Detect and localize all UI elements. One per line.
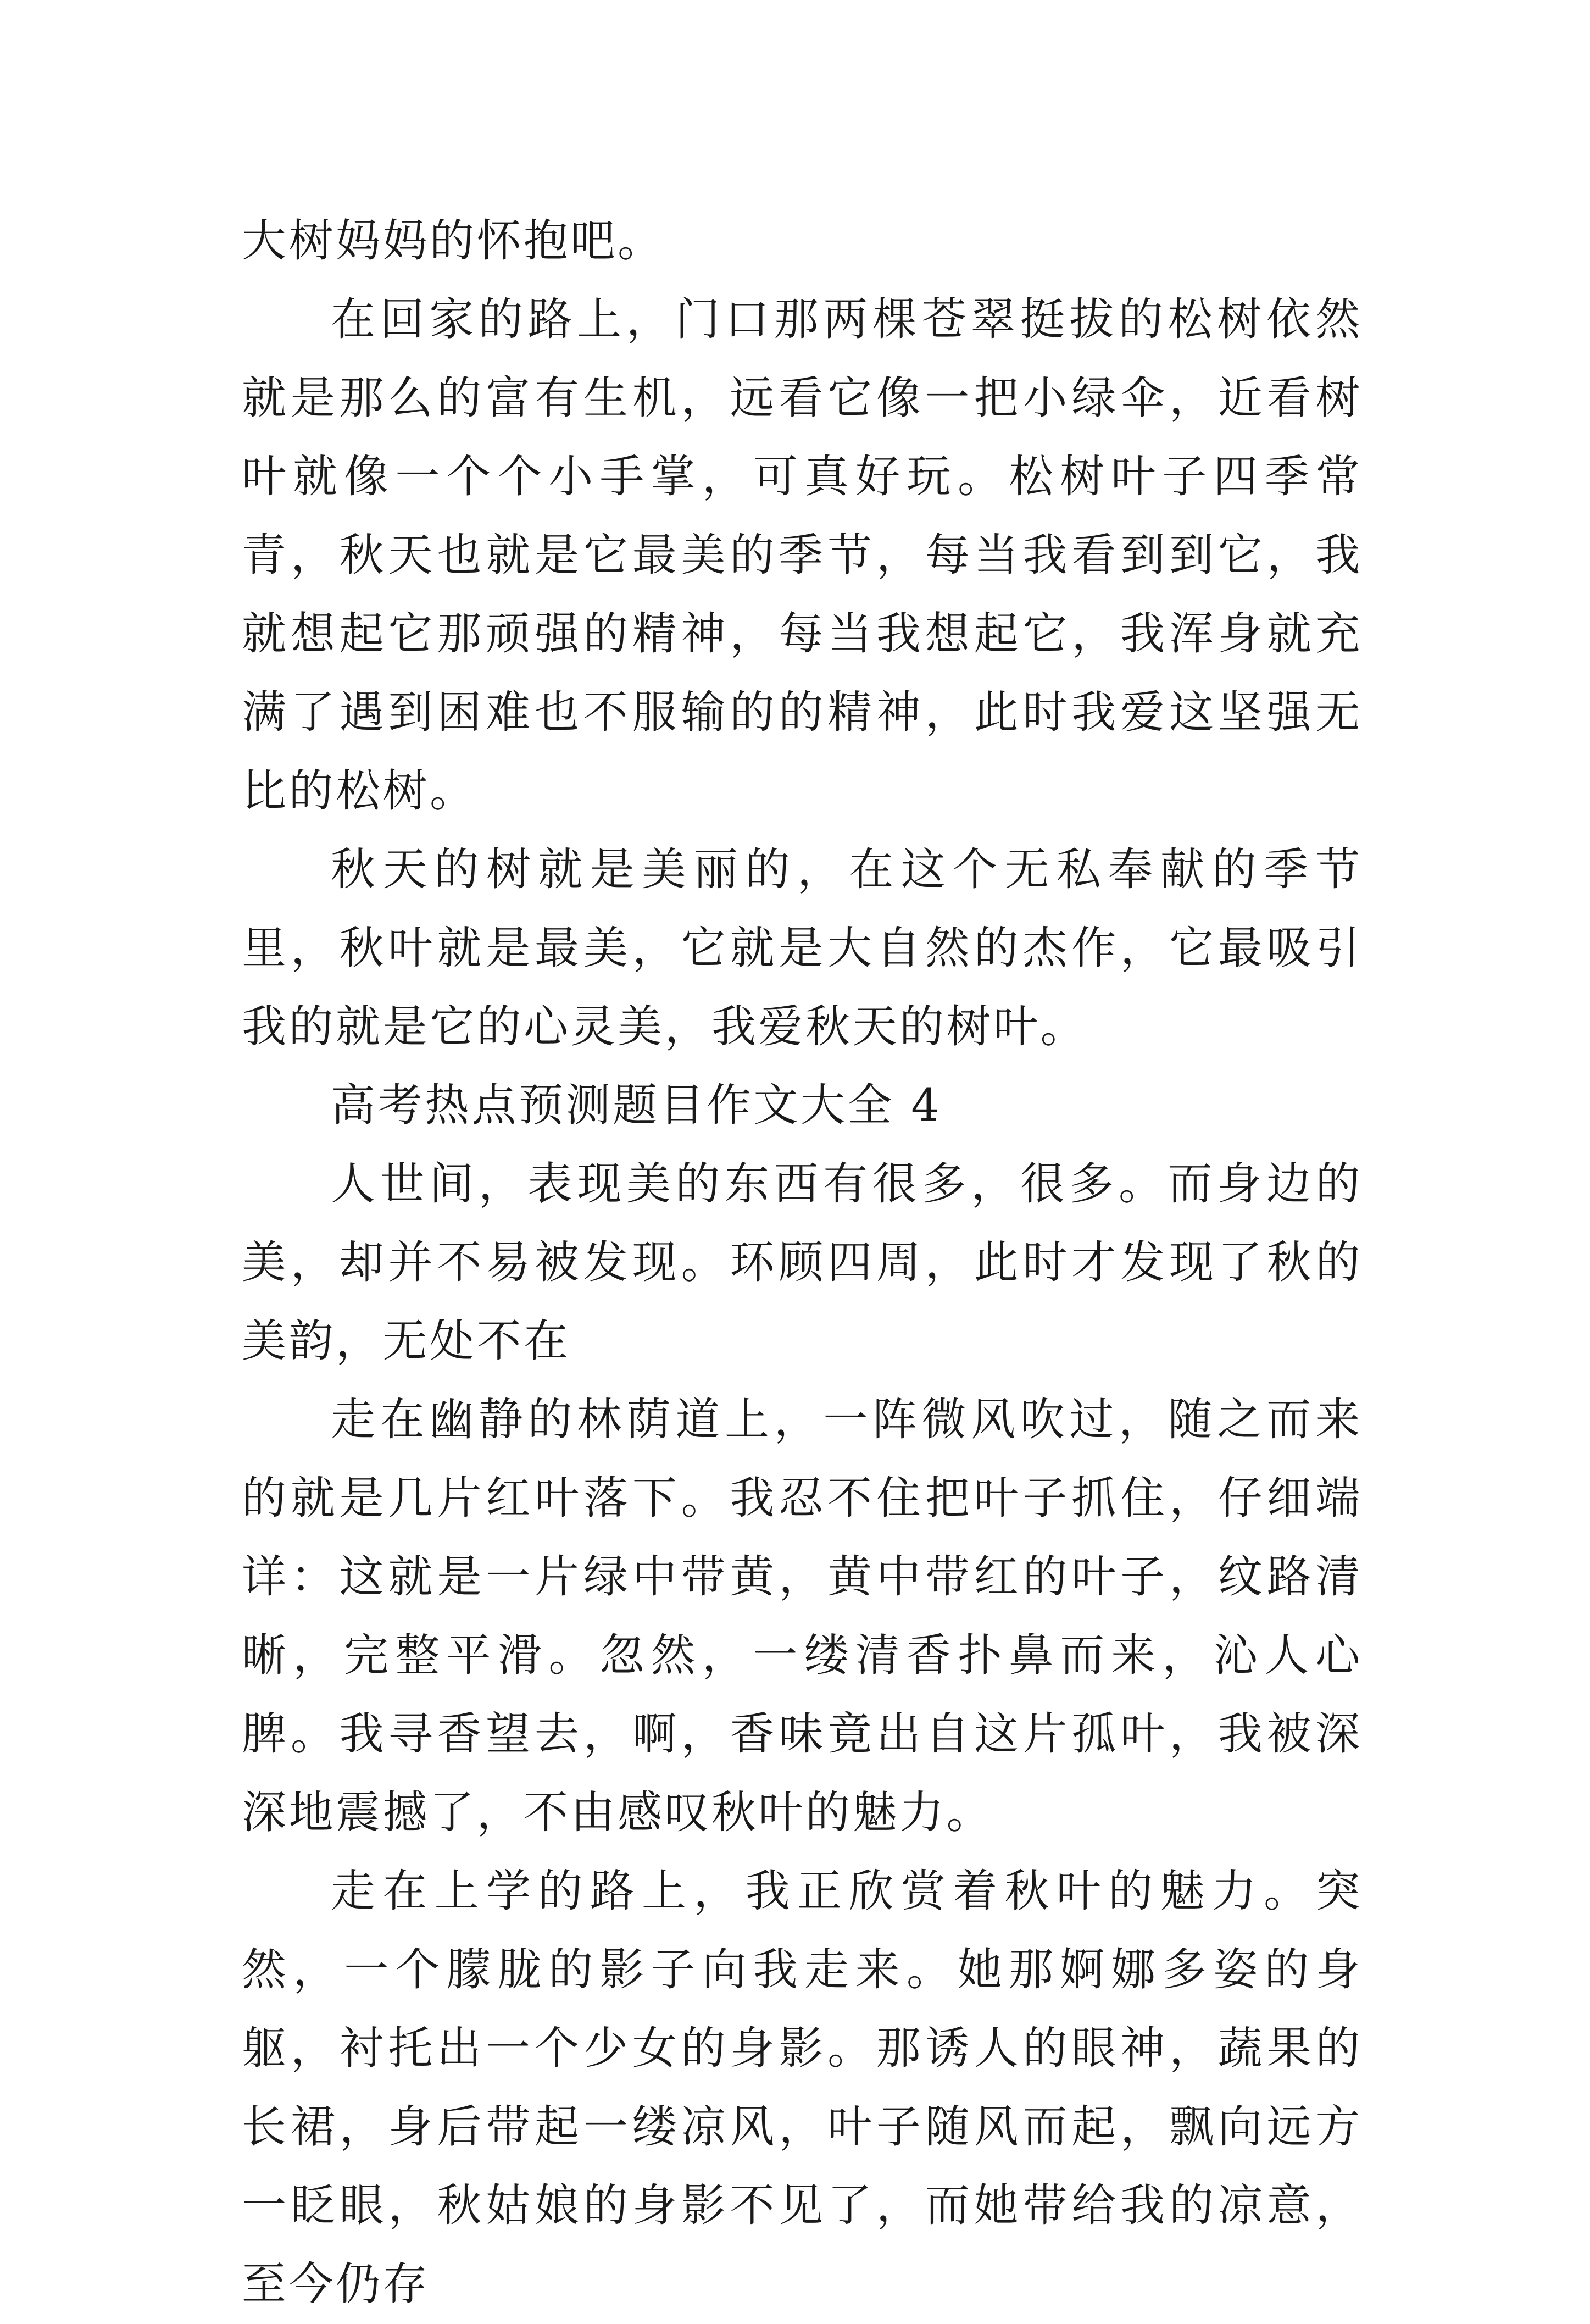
document-body bbox=[242, 202, 1363, 2324]
paragraph-forest-path: 走在幽静的林荫道上，一阵微风吹过，随之而来的就是几片红叶落下。我忍不住把叶子抓住，仔细端详：这就是一片绿中带黄，黄中带红的叶子，纹路清晰，完整平滑。忽然，一缕清香扑鼻而来，沁人心脾。我寻香望去，啊，香味竟出自这片孤叶，我被深深地震撼了，不由感叹秋叶的魅力。 bbox=[242, 1394, 1363, 1839]
section-heading: 高考热点预测题目作文大全 4 bbox=[331, 1080, 942, 1132]
paragraph-continuation: 大树妈妈的怀抱吧。 bbox=[242, 215, 665, 267]
paragraph-way-to-school: 走在上学的路上，我正欣赏着秋叶的魅力。突然，一个朦胧的影子向我走来。她那婀娜多姿的身躯，衬托出一个少女的身影。那诱人的眼神，蔬果的长裙，身后带起一缕凉风，叶子随风而起，飘向远方一眨眼，秋姑娘的身影不见了，而她带给我的凉意，至今仍存 bbox=[242, 1866, 1363, 2310]
paragraph-autumn-leaves: 秋天的树就是美丽的，在这个无私奉献的季节里，秋叶就是最美，它就是大自然的杰作，它最吸引我的就是它的心灵美，我爱秋天的树叶。 bbox=[242, 844, 1363, 1053]
paragraph-pine-trees: 在回家的路上，门口那两棵苍翠挺拔的松树依然就是那么的富有生机，远看它像一把小绿伞，近看树叶就像一个个小手掌，可真好玩。松树叶子四季常青，秋天也就是它最美的季节，每当我看到到它，我就想起它那顽强的精神，每当我想起它，我浑身就充满了遇到困难也不服输的的精神，此时我爱这坚强无比的松树。 bbox=[242, 294, 1363, 817]
paragraph-beauty-around: 人世间，表现美的东西有很多，很多。而身边的美，却并不易被发现。环顾四周，此时才发现了秋的美韵，无处不在 bbox=[242, 1158, 1363, 1367]
